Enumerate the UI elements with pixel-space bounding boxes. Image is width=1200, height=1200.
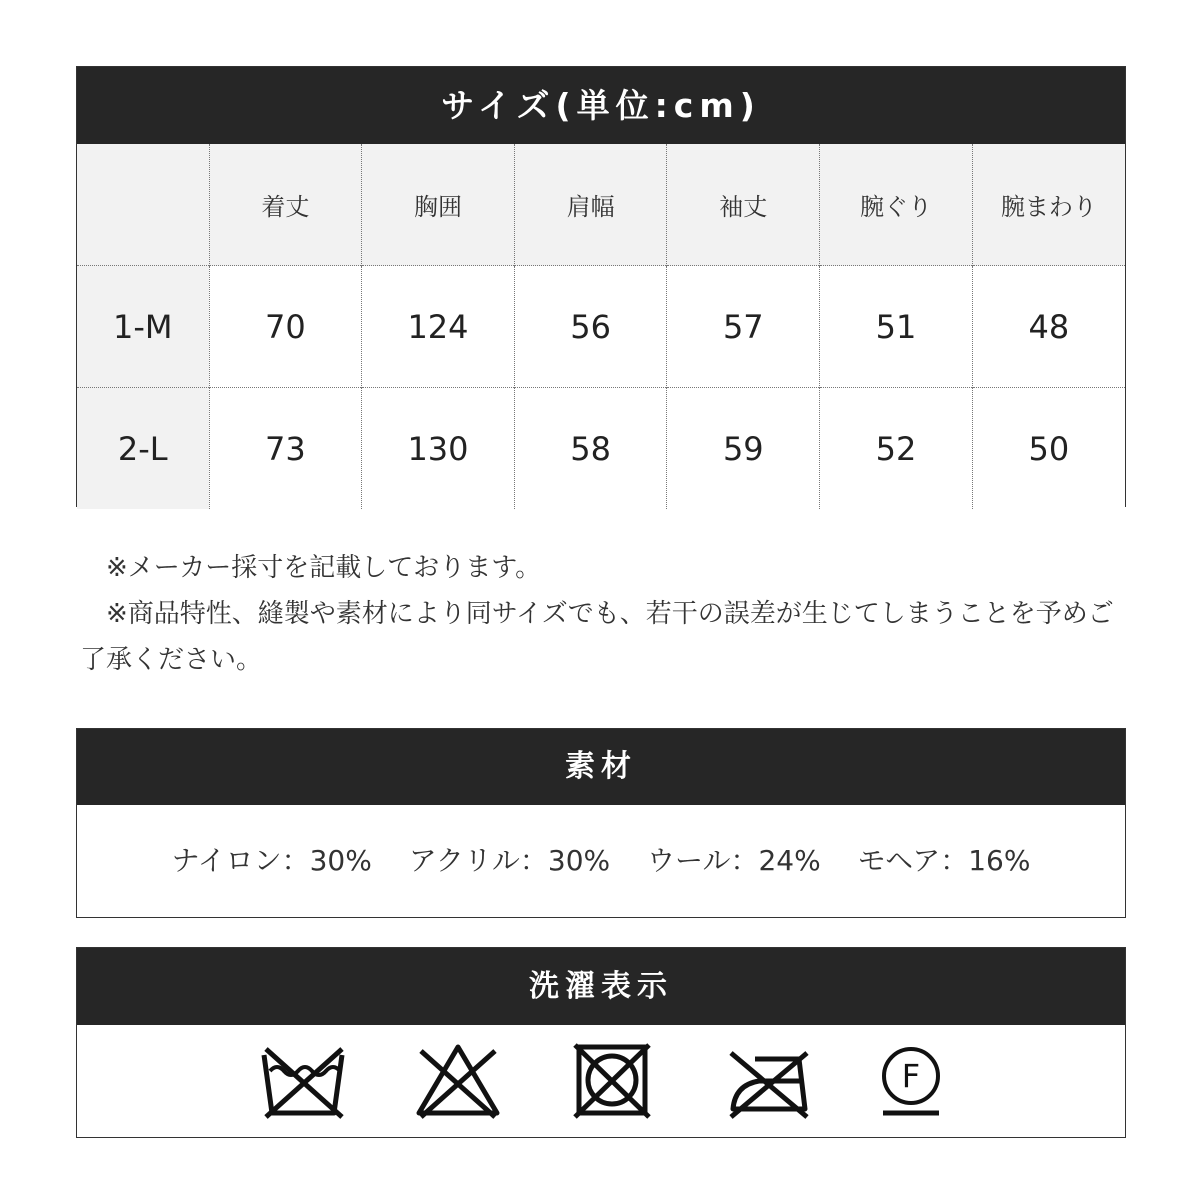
column-header: 胸囲 — [362, 144, 515, 266]
table-cell: 48 — [972, 266, 1125, 388]
size-label: 2-L — [77, 388, 209, 510]
table-cell: 57 — [667, 266, 820, 388]
size-grid — [77, 144, 1125, 509]
column-header: 着丈 — [209, 144, 362, 266]
size-table-title: サイズ(単位:cm) — [77, 67, 1125, 144]
table-header-row — [77, 144, 1125, 266]
table-cell: 58 — [514, 388, 667, 510]
size-table — [76, 66, 1126, 507]
size-label: 1-M — [77, 266, 209, 388]
corner-cell — [77, 144, 209, 266]
care-section — [76, 947, 1126, 1138]
care-title: 洗濯表示 — [77, 948, 1125, 1025]
note-measurement: ※メーカー採寸を記載しております。 — [80, 553, 542, 583]
column-header: 袖丈 — [667, 144, 820, 266]
material-item: モヘア：16% — [857, 844, 1031, 877]
care-icons — [77, 1025, 1125, 1137]
table-cell: 52 — [820, 388, 973, 510]
material-item: ナイロン：30% — [171, 844, 372, 877]
notes — [80, 545, 1120, 683]
material-item: アクリル：30% — [408, 844, 611, 877]
table-cell: 51 — [820, 266, 973, 388]
no-ironing-icon — [725, 1041, 815, 1121]
table-cell: 124 — [362, 266, 515, 388]
column-header: 腕まわり — [972, 144, 1125, 266]
material-title: 素材 — [77, 729, 1125, 805]
material-section — [76, 728, 1126, 918]
dry-clean-letter: F — [901, 1057, 921, 1095]
material-list — [77, 805, 1125, 917]
table-cell: 130 — [362, 388, 515, 510]
table-cell: 73 — [209, 388, 362, 510]
no-washing-icon — [258, 1041, 348, 1121]
material-item: ウール：24% — [647, 844, 821, 877]
table-cell: 70 — [209, 266, 362, 388]
table-row — [77, 266, 1125, 388]
table-row — [77, 388, 1125, 510]
table-cell: 56 — [514, 266, 667, 388]
column-header: 腕ぐり — [820, 144, 973, 266]
note-disclaimer: ※商品特性、縫製や素材により同サイズでも、若干の誤差が生じてしまうことを予めご了承ください。 — [80, 599, 1114, 675]
no-bleach-icon — [413, 1041, 503, 1121]
table-cell: 50 — [972, 388, 1125, 510]
dry-clean-f-icon — [877, 1041, 967, 1121]
no-tumble-dry-icon — [569, 1041, 659, 1121]
column-header: 肩幅 — [514, 144, 667, 266]
table-cell: 59 — [667, 388, 820, 510]
